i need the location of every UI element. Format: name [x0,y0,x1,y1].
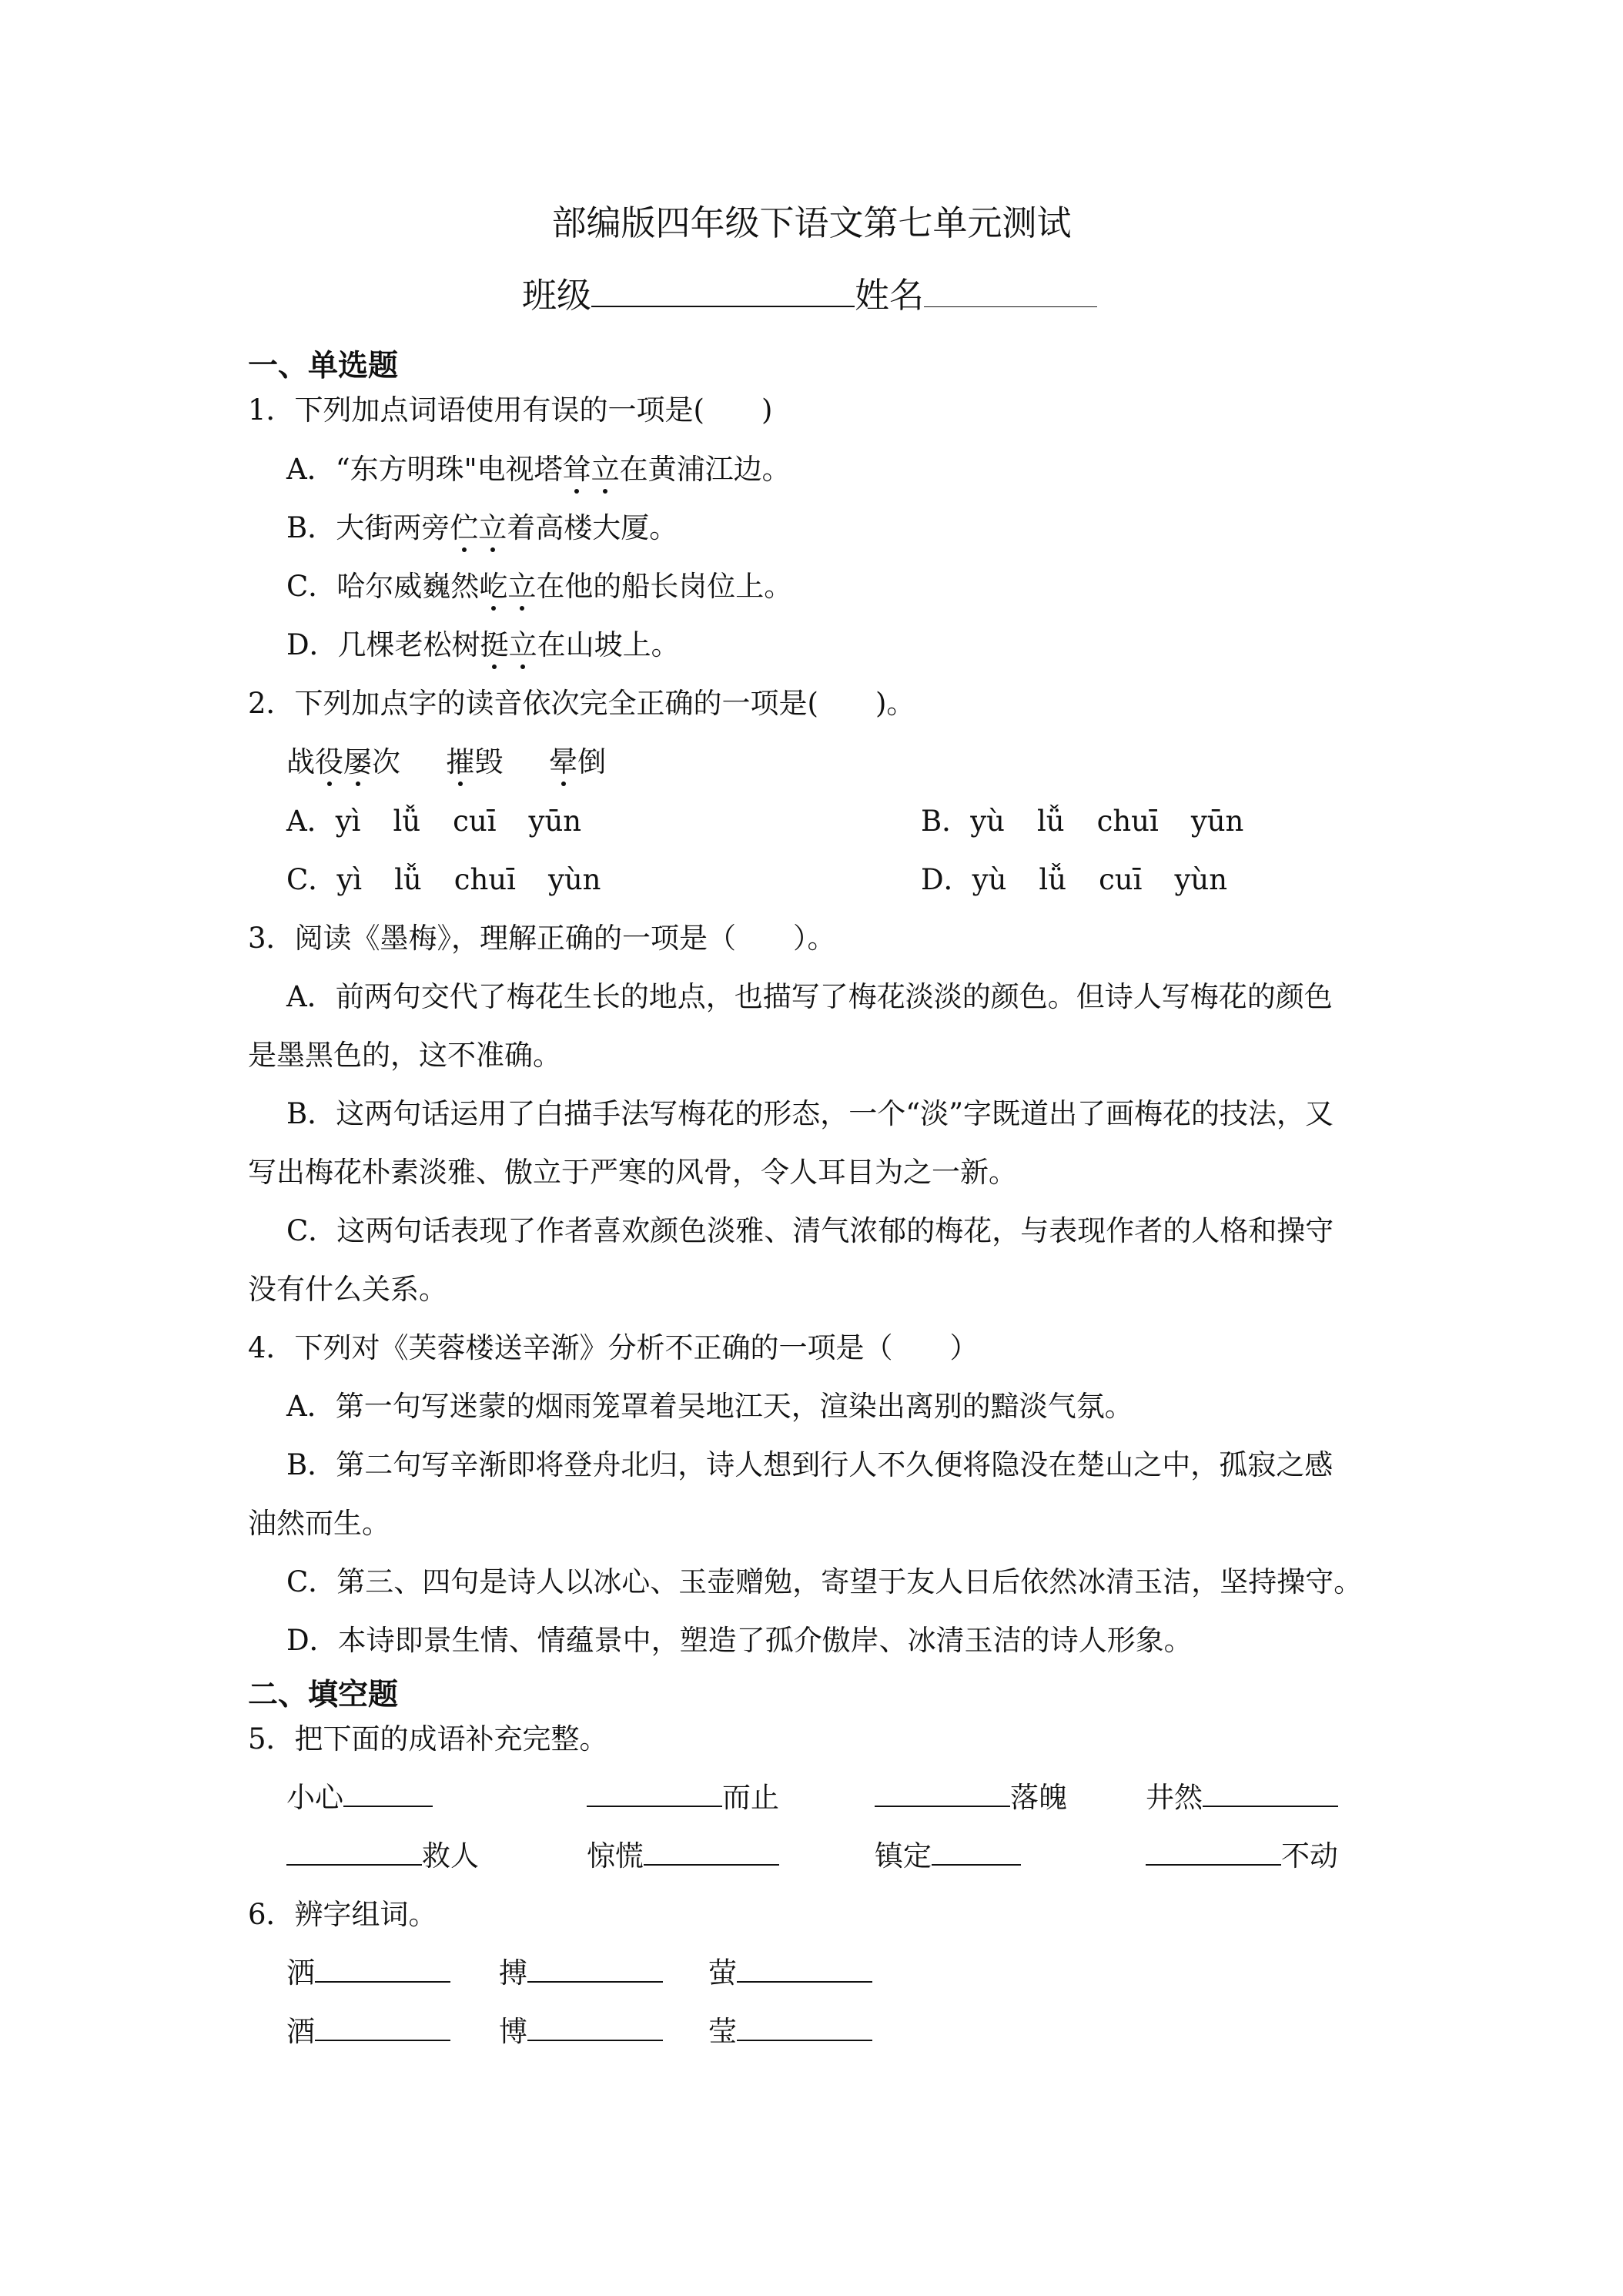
answer-blank[interactable] [737,1956,872,1983]
answer-blank[interactable] [315,1956,450,1983]
q4-option-d[interactable]: D．本诗即景生情、情蕴景中，塑造了孤介傲岸、冰清玉洁的诗人形象。 [286,1624,1193,1657]
q3-option-c-line2: 没有什么关系。 [248,1273,447,1306]
answer-blank[interactable] [286,1839,422,1866]
student-info-line [522,274,1097,317]
dotted-char: 役 [315,745,343,778]
dotted-char: 立 [507,570,537,603]
question-4-stem: 4．下列对《芙蓉楼送辛渐》分析不正确的一项是（ ） [248,1331,979,1364]
idiom-item: 而止 [587,1780,779,1816]
class-label: 班级 [522,275,592,316]
q4-option-b-line1[interactable]: B．第二句写辛渐即将登舟北归，诗人想到行人不久便将隐没在楚山之中，孤寂之感 [286,1448,1334,1481]
q3-option-c-line1[interactable]: C．这两句话表现了作者喜欢颜色淡雅、清气浓郁的梅花，与表现作者的人格和操守 [286,1214,1334,1247]
word-item: 博 [499,2014,663,2050]
dotted-char: 挺 [480,628,509,661]
answer-blank[interactable] [1203,1781,1338,1807]
answer-blank[interactable] [527,1956,663,1983]
idiom-item: 不动 [1146,1839,1338,1874]
question-5-stem: 5．把下面的成语补充完整。 [248,1722,608,1755]
answer-blank[interactable] [315,2015,450,2041]
answer-blank[interactable] [737,2015,872,2041]
q2-option-c[interactable]: C．yì lǚ chuī yùn [286,863,601,896]
q1-option-d[interactable]: D．几棵老松树挺立在山坡上。 [286,628,680,661]
q3-option-a-line1[interactable]: A．前两句交代了梅花生长的地点，也描写了梅花淡淡的颜色。但诗人写梅花的颜色 [286,980,1333,1013]
q2-option-d[interactable]: D．yù lǚ cuī yùn [921,863,1228,896]
dotted-char: 耸 [562,453,591,486]
question-3-stem: 3．阅读《墨梅》，理解正确的一项是（ ）。 [248,922,836,955]
idiom-item: 井然 [1146,1780,1338,1816]
q4-option-c[interactable]: C．第三、四句是诗人以冰心、玉壶赠勉，寄望于友人日后依然冰清玉洁，坚持操守。 [286,1565,1363,1598]
word-item: 莹 [708,2014,872,2050]
q2-words: 战役屡次 摧毁 晕倒 [286,745,607,778]
name-label: 姓名 [855,275,925,316]
answer-blank[interactable] [875,1781,1010,1807]
idiom-item: 镇定 [875,1839,1021,1874]
word-item: 洒 [286,1956,450,1991]
q4-option-b-line2: 油然而生。 [248,1507,390,1540]
word-item: 萤 [708,1956,872,1991]
answer-blank[interactable] [932,1839,1021,1866]
q2-option-b[interactable]: B．yù lǚ chuī yūn [921,805,1244,838]
q1-option-b[interactable]: B．大街两旁伫立着高楼大厦。 [286,511,678,544]
dotted-char: 伫 [450,511,479,544]
section-title-single-choice: 一、单选题 [248,349,399,383]
idiom-item: 惊慌 [587,1839,779,1874]
q3-option-a-line2: 是墨黑色的，这不准确。 [248,1039,561,1072]
name-blank[interactable] [924,279,1097,307]
word-item: 酒 [286,2014,450,2050]
dotted-char: 屡 [343,745,372,778]
answer-blank[interactable] [527,2015,663,2041]
dotted-char: 立 [591,453,620,486]
dotted-char: 立 [508,628,537,661]
question-2-stem: 2．下列加点字的读音依次完全正确的一项是( )。 [248,687,915,720]
answer-blank[interactable] [343,1781,433,1807]
idiom-item: 落魄 [875,1780,1067,1816]
q3-option-b-line1[interactable]: B．这两句话运用了白描手法写梅花的形态，一个“淡”字既道出了画梅花的技法，又 [286,1097,1334,1130]
q3-option-b-line2: 写出梅花朴素淡雅、傲立于严寒的风骨，令人耳目为之一新。 [248,1156,1017,1189]
question-1-stem: 1．下列加点词语使用有误的一项是( ) [248,393,773,427]
answer-blank[interactable] [644,1839,779,1866]
section-title-fill-blank: 二、填空题 [248,1678,399,1712]
q1-option-a[interactable]: A．“东方明珠"电视塔耸立在黄浦江边。 [286,453,791,486]
word-item: 搏 [499,1956,663,1991]
dotted-char: 立 [478,511,507,544]
class-blank[interactable] [591,278,855,307]
answer-blank[interactable] [587,1781,722,1807]
idiom-item: 救人 [286,1839,479,1874]
dotted-char: 摧 [446,745,475,778]
idiom-item: 小心 [286,1780,433,1816]
page-title: 部编版四年级下语文第七单元测试 [551,202,1072,243]
dotted-char: 屹 [479,570,508,603]
question-6-stem: 6．辨字组词。 [248,1898,437,1931]
q4-option-a[interactable]: A．第一句写迷蒙的烟雨笼罩着吴地江天，渲染出离别的黯淡气氛。 [286,1390,1133,1423]
q1-option-c[interactable]: C．哈尔威巍然屹立在他的船长岗位上。 [286,570,793,603]
q2-option-a[interactable]: A．yì lǚ cuī yūn [286,805,582,838]
dotted-char: 晕 [549,745,578,778]
answer-blank[interactable] [1146,1839,1281,1866]
